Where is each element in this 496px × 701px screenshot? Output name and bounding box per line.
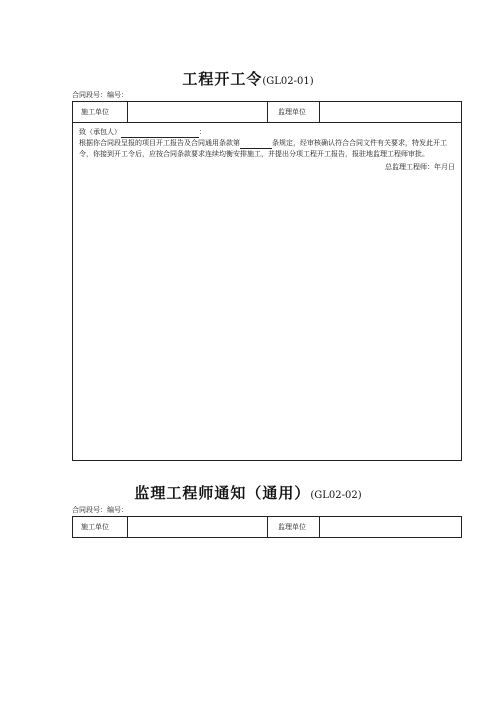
- form1-contractor-label: 施工单位: [81, 108, 109, 116]
- form1-to-colon: ：: [199, 128, 206, 136]
- form2-title: 监理工程师通知（通用）: [134, 484, 311, 502]
- form2-code: (GL02-02): [310, 490, 362, 501]
- form2-contractor-label: 施工单位: [81, 523, 109, 531]
- form2-contract-line: 合同段号：编号：: [72, 506, 128, 514]
- form2-supervisor-value[interactable]: [319, 517, 461, 537]
- form1-body-prefix: 根据你合同段呈报的项目开工报告及合同通用条款第: [79, 139, 240, 147]
- form2-supervisor-label: 监理单位: [267, 517, 319, 537]
- form1-supervisor-value[interactable]: [319, 102, 461, 122]
- form2-contractor-value[interactable]: [127, 517, 267, 537]
- form2-header-row: [73, 517, 461, 537]
- form1-supervisor-label: 监理单位: [267, 102, 319, 122]
- form2-title-block: [0, 482, 496, 503]
- form1-title: 工程开工令: [182, 70, 263, 88]
- form1-contractor-value[interactable]: [127, 102, 267, 122]
- form1-header-row: [73, 102, 461, 123]
- form1-clause-blank[interactable]: [240, 139, 272, 149]
- form1-body-suffix: 条规定，经审核确认符合合同文件有关要求，特发此开工令，你接到开工令后，应按合同条款要求连续均衡安排施工，并提出分项工程开工报告，报驻地监理工程师审批。: [79, 139, 447, 158]
- form1-code: (GL02-01): [262, 76, 314, 87]
- form1-title-block: [0, 68, 496, 89]
- form2-table: [72, 516, 462, 538]
- form1-table: [72, 101, 462, 461]
- form1-body-paragraph: [79, 138, 455, 160]
- form1-to-label: 致（承包人）: [79, 128, 121, 136]
- form1-body: [73, 123, 461, 177]
- form1-to-line: [79, 127, 455, 138]
- form1-contract-line: 合同段号：编号：: [72, 91, 128, 99]
- form1-to-blank[interactable]: [121, 128, 199, 138]
- form1-signature: 总监理工程师：年月日: [385, 163, 455, 171]
